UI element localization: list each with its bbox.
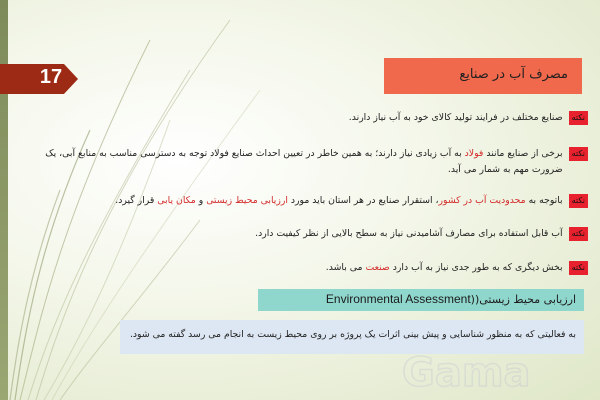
note-segment: باتوجه به <box>525 195 563 206</box>
title-box <box>384 58 582 94</box>
note-badge: نکته <box>569 111 588 125</box>
watermark-text: Gama <box>402 350 531 394</box>
note-badge: نکته <box>569 227 588 241</box>
note-text <box>115 193 562 209</box>
definition-text: به فعالیتی که به منظور شناسایی و پیش بینی اثرات یک پروژه بر روی محیط زیست به انجام می رسد گفته می شود. <box>129 329 576 340</box>
section-title-en: Environmental Assessment <box>325 292 471 306</box>
page-number: 17 <box>39 66 63 88</box>
section-header <box>326 292 576 306</box>
note-1 <box>68 110 588 126</box>
note-segment: صنایع مختلف در فرایند تولید کالای خود به آب نیاز دارند. <box>348 112 563 123</box>
note-badge: نکته <box>569 261 588 275</box>
note-badge: نکته <box>569 147 588 161</box>
highlighted-term: محدودیت آب در کشور <box>438 195 526 206</box>
note-segment: ، استقرار صنایع در هر استان باید مورد <box>287 195 439 206</box>
highlighted-term: ارزیابی محیط زیستی <box>206 195 288 206</box>
note-3 <box>68 193 588 209</box>
highlighted-term: صنعت <box>365 262 390 273</box>
note-segment: به آب زیادی نیاز دارند؛ به همین خاطر در تعیین احداث صنایع فولاد توجه به دسترسی مناسب به منابع آبی، یک ضرورت مهم به شمار می آید. <box>45 148 563 175</box>
note-badge: نکته <box>569 194 588 208</box>
note-text <box>326 260 563 276</box>
note-2 <box>28 146 588 178</box>
note-text <box>349 110 563 126</box>
note-segment: بخش دیگری که به طور جدی نیاز به آب دارد <box>389 262 563 273</box>
gama-watermark-logo <box>402 346 572 394</box>
note-segment: برخی از صنایع مانند <box>483 148 563 159</box>
slide-title: مصرف آب در صنایع <box>459 67 568 82</box>
note-4 <box>68 226 588 242</box>
note-segment: می باشد. <box>325 262 366 273</box>
section-title-parens: (( <box>470 293 480 306</box>
note-text <box>28 146 563 178</box>
note-5 <box>68 260 588 276</box>
section-title-fa: ارزیابی محیط زیستی <box>479 293 576 306</box>
highlighted-term: فولاد <box>464 148 484 159</box>
note-segment: آب قابل استفاده برای مصارف آشامیدنی نیاز به سطح بالایی از نظر کیفیت دارد. <box>255 228 563 239</box>
note-segment: قرار گیرد. <box>115 195 158 206</box>
section-header-box <box>258 289 584 311</box>
highlighted-term: مکان یابی <box>157 195 196 206</box>
note-segment: و <box>195 195 207 206</box>
note-text <box>255 226 563 242</box>
